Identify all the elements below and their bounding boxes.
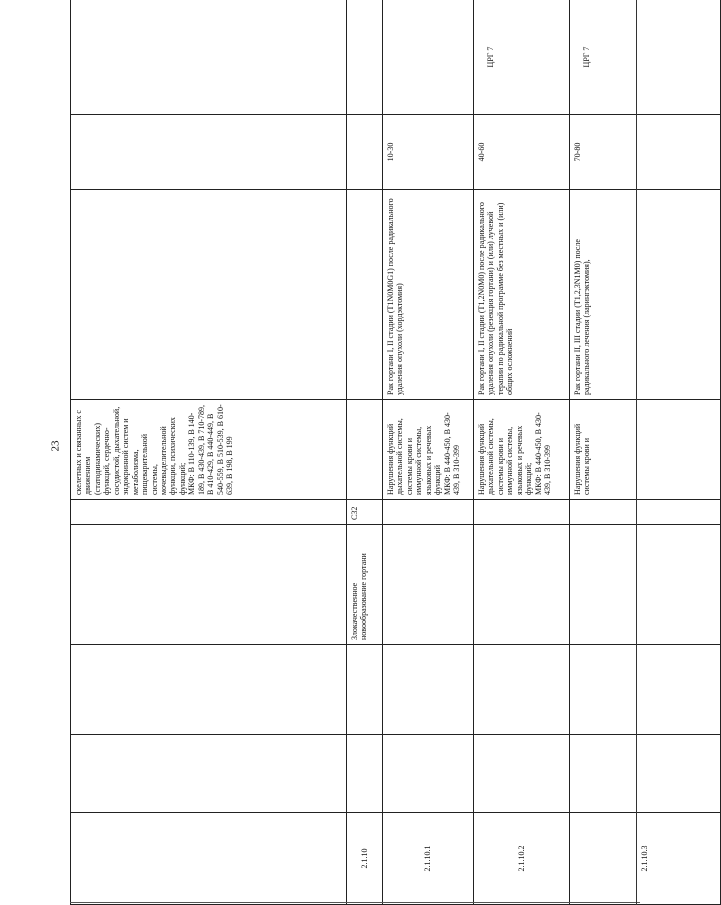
cell-col4	[570, 525, 721, 645]
cell-col3	[71, 645, 347, 735]
cell-percent: 70-80	[570, 115, 721, 190]
table-row	[347, 0, 383, 905]
cell-description: Рак гортани I, II стадии (T1N0M0G1) после радикального удаления опухоли (хордэктомия)	[383, 190, 474, 400]
cell-impairments: Нарушения функций дыхательной системы, системы крови и иммунной системы, языковых и речевых функций; МКФ: В 440-450, В 430-439, В 310-399	[474, 400, 570, 500]
cell-percent: 10-30	[383, 115, 474, 190]
cell-col3	[474, 645, 570, 735]
cell-description: Рак гортани II, III стадии (T1,2,3N1M0) после радикального лечения (ларингэктомия),	[570, 190, 721, 400]
row-code	[71, 813, 347, 905]
cell-col3	[383, 645, 474, 735]
cell-icd	[71, 500, 347, 525]
cell-col4	[474, 525, 570, 645]
cell-icd	[474, 500, 570, 525]
scan-edge-line	[70, 902, 640, 903]
cell-percent: 40-60	[474, 115, 570, 190]
criteria-table	[70, 0, 650, 905]
cell-description	[71, 190, 347, 400]
cell-col2	[383, 735, 474, 813]
cell-description: Рак гортани I, II стадии (T1,2N0M0) после радикального удаления опухоли (резекция гортани) и (или) лучевой терапии по радикальной программе без местных и (или) общих осложнений	[474, 190, 570, 400]
cell-icd	[383, 500, 474, 525]
cell-col2	[71, 735, 347, 813]
cell-icd: С32	[347, 500, 383, 525]
cell-standard	[71, 0, 347, 115]
row-code: 2.1.10.1	[383, 813, 474, 905]
cell-icd	[570, 500, 721, 525]
cell-standard	[383, 0, 474, 115]
row-code: 2.1.10.2	[474, 813, 570, 905]
cell-standard: ЦРГ 7	[570, 0, 721, 115]
cell-standard	[347, 0, 383, 115]
cell-col3	[570, 645, 721, 735]
cell-col4	[383, 525, 474, 645]
cell-impairments: скелетных и связанных с движением (статодинамических) функций, сердечно-сосудистой, дыхательной, эндокринной систем и метаболизма, пищеварительной системы, мочевыделительной функции, психических функций; МКФ: В 110-139, В 140-189, В 430-439, В 710-789, В 410-429, В 440-449, В 540-559, В 510-539, В 610-639, В 198, В 199	[71, 400, 347, 500]
table-row	[71, 0, 347, 905]
cell-diagnosis: Злокачественное новообразование гортани	[347, 525, 383, 645]
row-code: 2.1.10.3	[570, 813, 721, 905]
cell-col4	[71, 525, 347, 645]
page-number: 23	[49, 440, 62, 452]
cell-impairments: Нарушения функций системы крови и	[570, 400, 721, 500]
cell-percent	[347, 115, 383, 190]
rotated-page	[70, 0, 650, 905]
cell-col3	[347, 645, 383, 735]
cell-col2	[347, 735, 383, 813]
cell-impairments	[347, 400, 383, 500]
cell-col2	[570, 735, 721, 813]
cell-standard: ЦРГ 7	[474, 0, 570, 115]
table-row	[474, 0, 570, 905]
cell-col2	[474, 735, 570, 813]
cell-impairments: Нарушения функций дыхательной системы, системы крови и иммунной системы, языковых и речевых функций МКФ: В 440-450, В 430-439, В 310-399	[383, 400, 474, 500]
cell-percent	[71, 115, 347, 190]
row-code: 2.1.10	[347, 813, 383, 905]
cell-description	[347, 190, 383, 400]
table-row	[570, 0, 721, 905]
table-row	[383, 0, 474, 905]
scan-right-border	[636, 0, 637, 905]
